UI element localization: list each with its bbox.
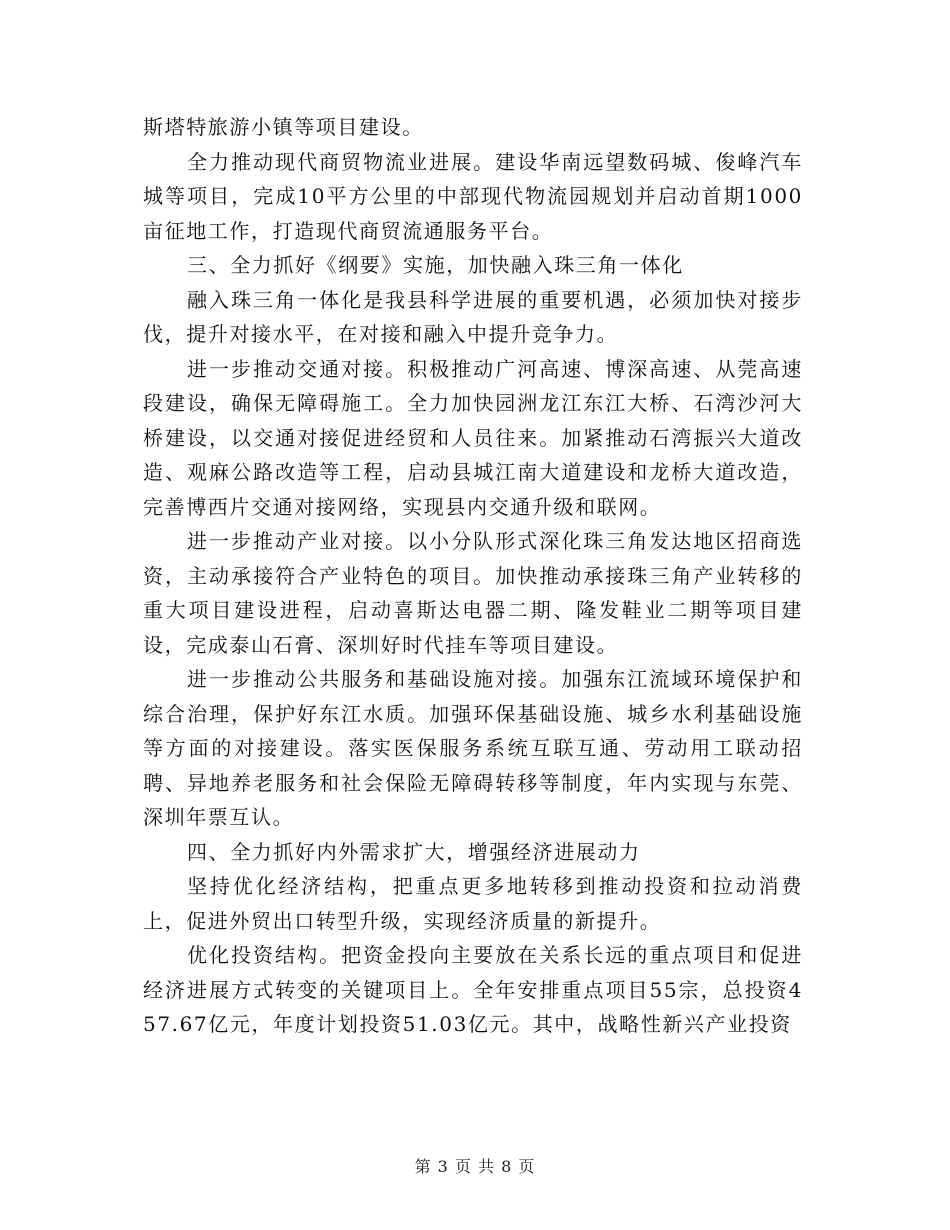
paragraph: 全力推动现代商贸物流业进展。建设华南远望数码城、俊峰汽车城等项目，完成10平方公里的中部现代物流园规划并启动首期1000亩征地工作，打造现代商贸流通服务平台。	[143, 149, 803, 243]
section-heading: 三、全力抓好《纲要》实施，加快融入珠三角一体化	[187, 253, 684, 277]
paragraph: 斯塔特旅游小镇等项目建设。	[143, 115, 424, 139]
paragraph: 坚持优化经济结构，把重点更多地转移到推动投资和拉动消费上，促进外贸出口转型升级，实现经济质量的新提升。	[143, 874, 803, 933]
section-heading: 四、全力抓好内外需求扩大，增强经济进展动力	[187, 839, 641, 864]
document-body	[143, 110, 803, 1042]
paragraph: 融入珠三角一体化是我县科学进展的重要机遇，必须加快对接步伐，提升对接水平，在对接和融入中提升竞争力。	[143, 287, 803, 346]
paragraph: 优化投资结构。把资金投向主要放在关系长远的重点项目和促进经济进展方式转变的关键项目上。全年安排重点项目55宗，总投资457.67亿元，年度计划投资51.03亿元。其中，战略性新兴产业投资	[143, 943, 803, 1036]
page-number-footer: 第 3 页 共 8 页	[414, 1157, 536, 1176]
paragraph: 进一步推动产业对接。以小分队形式深化珠三角发达地区招商选资，主动承接符合产业特色的项目。加快推动承接珠三角产业转移的重大项目建设进程，启动喜斯达电器二期、隆发鞋业二期等项目建设，完成泰山石膏、深圳好时代挂车等项目建设。	[143, 529, 803, 657]
paragraph: 进一步推动交通对接。积极推动广河高速、博深高速、从莞高速段建设，确保无障碍施工。全力加快园洲龙江东江大桥、石湾沙河大桥建设，以交通对接促进经贸和人员往来。加紧推动石湾振兴大道改造、观麻公路改造等工程，启动县城江南大道建设和龙桥大道改造，完善博西片交通对接网络，实现县内交通升级和联网。	[143, 356, 803, 519]
paragraph: 进一步推动公共服务和基础设施对接。加强东江流域环境保护和综合治理，保护好东江水质。加强环保基础设施、城乡水利基础设施等方面的对接建设。落实医保服务系统互联互通、劳动用工联动招聘、异地养老服务和社会保险无障碍转移等制度，年内实现与东莞、深圳年票互认。	[143, 667, 803, 829]
